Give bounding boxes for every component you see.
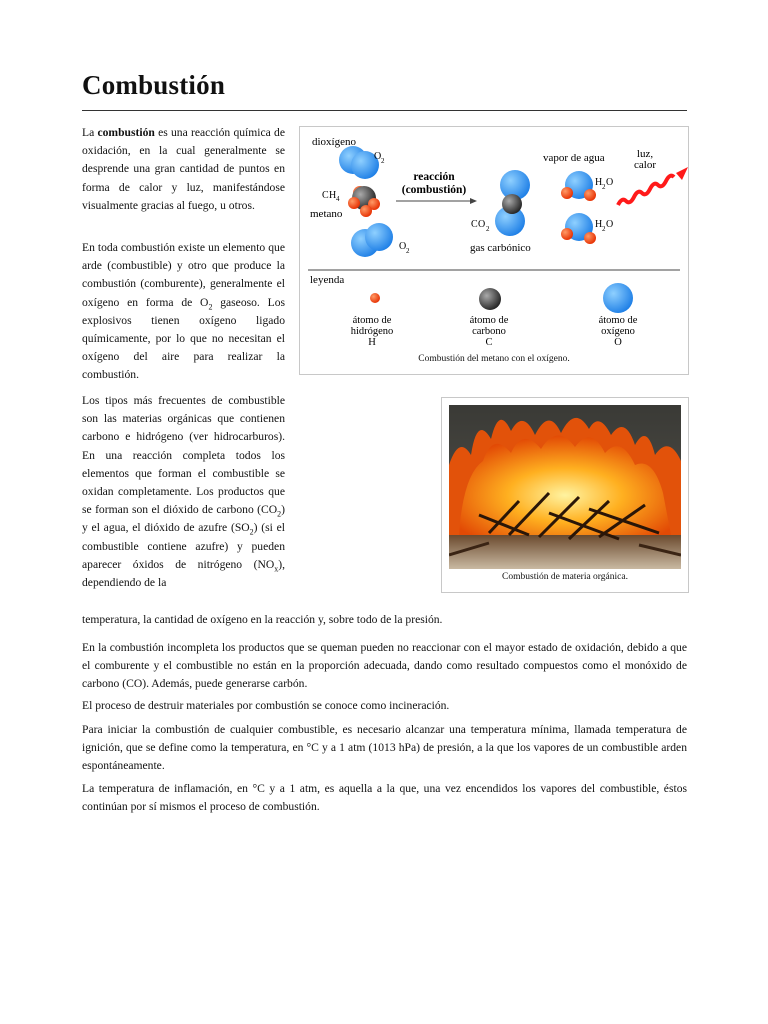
legend-oxygen-atom xyxy=(603,283,633,313)
legend-oxigeno: oxígeno xyxy=(601,326,635,337)
reaction-arrowhead xyxy=(470,198,477,204)
legend-carbono: carbono xyxy=(472,326,506,337)
fire-figure xyxy=(441,397,689,593)
label-o2-top-sub: 2 xyxy=(381,157,385,165)
figure1-caption: Combustión del metano con el oxígeno. xyxy=(418,354,570,364)
paragraph-4 xyxy=(82,639,687,694)
paragraph-3 xyxy=(82,392,285,592)
hydrogen-atom xyxy=(584,232,596,244)
title-rule xyxy=(82,110,687,111)
intro-post: es una reacción química de oxidación, en la cual generalmente se desprende una gran cantidad de puntos en forma de calor y luz, manifestándose visualmente gracias al fuego, u otros. xyxy=(82,126,285,212)
hydrogen-atom xyxy=(348,197,360,209)
paragraph-2 xyxy=(82,239,285,385)
fire-photo xyxy=(449,405,681,569)
hydrogen-atom xyxy=(360,205,372,217)
para3-text-a: Los tipos más frecuentes de combustible son las materias orgánicas que contienen carbono e hidrógeno (ver hidrocarburos). En una reacción completa todos los elementos que forman el combustible se oxidan completamente. Los productos que se forman son el dióxido de carbono (CO xyxy=(82,394,285,517)
para3-text-b: ) y el agua, el dióxido de azufre (SO xyxy=(82,503,285,535)
legend-o: O xyxy=(614,337,622,348)
label-o2-bottom-sub: 2 xyxy=(406,247,410,255)
label-co2: C xyxy=(471,219,478,230)
label-o2-bottom: O xyxy=(399,241,407,252)
figure2-caption: Combustión de materia orgánica. xyxy=(502,572,628,582)
para3-sub-3: x xyxy=(274,564,279,574)
label-calor: calor xyxy=(634,159,656,171)
label-combustion: (combustión) xyxy=(401,184,467,196)
methane-figure xyxy=(299,126,689,375)
page-title: Combustión xyxy=(82,70,226,100)
label-vapor: vapor de agua xyxy=(543,152,605,164)
para4-text: En la combustión incompleta los productos que se queman pueden no reaccionar con el mayor estado de oxidación, debido a que el comburente y el combustible no están en la proporción adecuada, dando como resultado compuestos como el monóxido de carbono (CO). Además, puede generarse carbón. xyxy=(82,641,687,691)
paragraph-6 xyxy=(82,721,687,776)
label-co2-o: O xyxy=(478,219,486,230)
para5-text: El proceso de destruir materiales por combustión se conoce como incineración. xyxy=(82,699,450,712)
para2-text-a: En toda combustión existe un elemento que arde (combustible) y otro que produce la combustión (comburente), generalmente el oxígeno en forma de O xyxy=(82,241,285,309)
oxygen-atom xyxy=(365,223,393,251)
legend-hydrogen-atom xyxy=(370,293,380,303)
label-ch4-sub: 4 xyxy=(336,195,340,203)
label-dioxigeno: dioxígeno xyxy=(312,136,356,148)
intro-pre: La xyxy=(82,126,98,139)
para2-sub: 2 xyxy=(208,301,213,311)
para3-text-d: ), dependiendo de la xyxy=(82,557,285,590)
hydrogen-atom xyxy=(561,187,573,199)
label-h2o-bottom-o: O xyxy=(606,219,614,230)
legend-c: C xyxy=(485,337,493,348)
paragraph-3-tail xyxy=(82,611,687,629)
label-h2o-bottom: H xyxy=(595,219,603,230)
label-gas-carbonico: gas carbónico xyxy=(470,242,531,254)
para3-text-e: temperatura, la cantidad de oxígeno en la reacción y, sobre todo de la presión. xyxy=(82,613,443,626)
paragraph-7 xyxy=(82,780,687,816)
legend-atomo-h: átomo de xyxy=(352,315,392,326)
carbon-atom xyxy=(502,194,522,214)
label-o2-top: O xyxy=(374,151,382,162)
para3-sub-1: 2 xyxy=(277,509,282,519)
para6-text: Para iniciar la combustión de cualquier combustible, es necesario alcanzar una temperatura mínima, llamada temperatura de ignición, que se define como la temperatura, en °C y a 1 atm (1013 hPa) de presión, a la que los vapores de un combustible arden espontáneamente. xyxy=(82,723,687,773)
label-h2o-top-o: O xyxy=(606,177,614,188)
legend-carbon-atom xyxy=(479,288,501,310)
legend-h: H xyxy=(368,337,376,348)
label-ch4-c: C xyxy=(322,190,329,201)
photo-ground xyxy=(449,535,681,569)
para3-sub-2: 2 xyxy=(249,527,254,537)
legend-atomo-c: átomo de xyxy=(469,315,509,326)
label-co2-sub: 2 xyxy=(486,225,490,233)
label-reaccion: reacción xyxy=(413,171,455,183)
methane-diagram xyxy=(300,127,688,374)
legend-hidrogeno: hidrógeno xyxy=(350,326,394,337)
light-arrowhead xyxy=(676,167,688,180)
label-h2o-top: H xyxy=(595,177,603,188)
paragraph-5 xyxy=(82,697,687,715)
intro-bold: combustión xyxy=(97,126,155,139)
legend-atomo-o: átomo de xyxy=(598,315,638,326)
hydrogen-atom xyxy=(561,228,573,240)
para7-text: La temperatura de inflamación, en °C y a 1 atm, es aquella a la que, una vez encendidos los vapores del combustible, éstos continúan por sí mismos el proceso de combustión. xyxy=(82,782,687,814)
hydrogen-atom xyxy=(584,189,596,201)
label-h2o-top-sub: 2 xyxy=(602,183,606,191)
label-leyenda: leyenda xyxy=(310,274,345,286)
label-metano: metano xyxy=(310,208,343,220)
light-wave-icon xyxy=(618,176,674,205)
label-h2o-bottom-sub: 2 xyxy=(602,225,606,233)
para2-text-b: gaseoso. Los explosivos tienen oxígeno ligado químicamente, por lo que no necesitan el oxígeno del aire para realizar la combustión. xyxy=(82,295,286,382)
label-ch4-h: H xyxy=(329,190,337,201)
para3-text-c: ) (si el combustible contiene azufre) y pueden aparecer óxidos de nitrógeno (NO xyxy=(82,521,285,571)
intro-paragraph xyxy=(82,124,285,215)
label-luz: luz, xyxy=(636,148,654,160)
